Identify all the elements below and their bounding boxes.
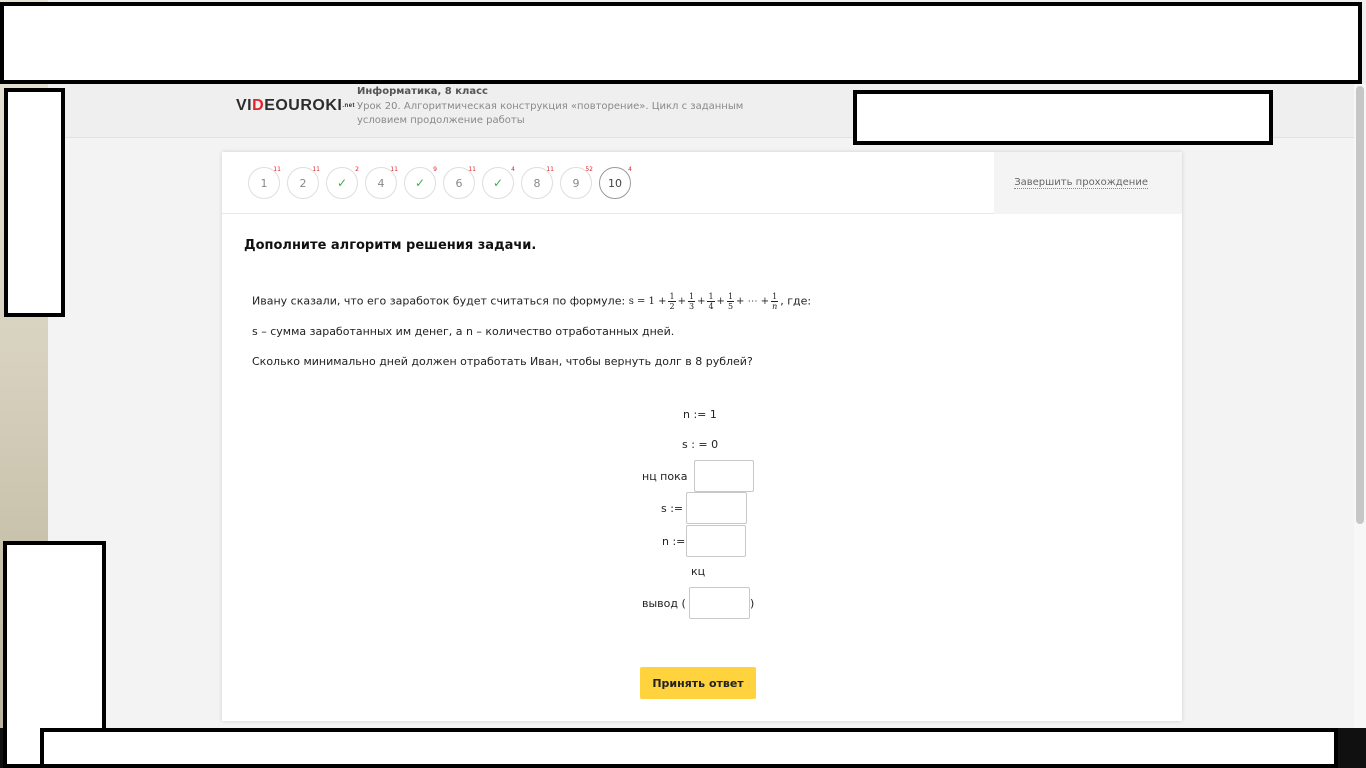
- question-line-1-text: Ивану сказали, что его заработок будет считаться по формуле:: [252, 294, 626, 308]
- formula-lhs: s = 1 +: [628, 296, 667, 307]
- question-badge: 11: [312, 166, 320, 173]
- question-number: 8: [533, 176, 541, 190]
- algo-loop-label: нц пока: [642, 470, 688, 483]
- fraction-denominator: 4: [708, 302, 714, 311]
- fraction-numerator: 1: [708, 292, 714, 301]
- check-icon: ✓: [336, 176, 348, 190]
- question-badge: 2: [355, 166, 359, 173]
- algo-n-assign: n :=: [662, 535, 686, 548]
- s-assign-input[interactable]: [686, 492, 747, 524]
- page-scrollbar-thumb[interactable]: [1356, 86, 1364, 524]
- finish-area: [994, 152, 1182, 214]
- test-card-header: [222, 152, 1182, 214]
- question-nav-item[interactable]: [443, 167, 475, 199]
- redaction-box-top: [0, 2, 1362, 84]
- question-line-1-tail: , где:: [780, 294, 812, 308]
- question-badge: 4: [511, 166, 515, 173]
- question-number: 6: [455, 176, 463, 190]
- course-title: Информатика, 8 класс: [357, 86, 488, 97]
- logo-text-start: VI: [236, 97, 253, 114]
- formula-ellipsis: + ⋯ +: [736, 296, 770, 307]
- site-logo[interactable]: [236, 97, 355, 115]
- question-nav-item[interactable]: [326, 167, 358, 199]
- logo-text-accent: D: [252, 97, 265, 114]
- redaction-box-left: [4, 88, 65, 317]
- logo-suffix: .net: [342, 102, 356, 109]
- fraction-denominator: 3: [688, 302, 695, 311]
- lesson-title: Урок 20. Алгоритмическая конструкция «повторение». Цикл с заданным условием продолжение работы: [357, 101, 744, 126]
- question-number: 4: [377, 176, 385, 190]
- test-card: [222, 152, 1182, 721]
- question-nav-item[interactable]: [560, 167, 592, 199]
- loop-condition-input[interactable]: [694, 460, 754, 492]
- formula-fraction-n: [771, 292, 778, 311]
- question-nav-item[interactable]: [287, 167, 319, 199]
- formula-fraction-5: [727, 292, 734, 311]
- question-line-1: [252, 292, 811, 311]
- fraction-numerator: 1: [669, 292, 675, 301]
- question-badge: 11: [468, 166, 476, 173]
- submit-answer-button[interactable]: Принять ответ: [640, 667, 756, 699]
- check-icon: ✓: [414, 176, 426, 190]
- sum-formula: s = 1 + $\frac{1}{2}$ + $\frac{1}{3}$ + $\frac{1}{4}$ + $\frac{1}{5}$ + ⋯ + $\frac{1}{n}$: [628, 292, 778, 311]
- question-number: 10: [608, 176, 622, 190]
- finish-test-link[interactable]: Завершить прохождение: [1014, 177, 1148, 188]
- formula-fraction-3: [688, 292, 695, 311]
- fraction-denominator: 5: [727, 302, 734, 311]
- redaction-box-header-right: [853, 90, 1273, 145]
- fraction-denominator: 2: [669, 302, 675, 311]
- question-nav-item[interactable]: [521, 167, 553, 199]
- question-badge: 9: [433, 166, 437, 173]
- algo-output-close: ): [750, 597, 755, 610]
- question-badge: 11: [273, 166, 281, 173]
- question-number: 9: [572, 176, 580, 190]
- algo-s-assign: s :=: [661, 502, 684, 515]
- algo-output-open: вывод (: [642, 597, 686, 610]
- question-line-3: Сколько минимально дней должен отработать Иван, чтобы вернуть долг в 8 рублей?: [252, 355, 753, 368]
- question-badge: 11: [546, 166, 554, 173]
- question-number: 2: [299, 176, 307, 190]
- question-number: 1: [260, 176, 268, 190]
- check-icon: ✓: [492, 176, 504, 190]
- question-nav-item[interactable]: [599, 167, 631, 199]
- formula-fraction-2: [668, 292, 675, 311]
- question-title: Дополните алгоритм решения задачи.: [244, 238, 537, 253]
- question-nav-item[interactable]: [404, 167, 436, 199]
- fraction-denominator: n: [772, 302, 778, 311]
- formula-fraction-4: [707, 292, 714, 311]
- algo-init-s: s : = 0: [682, 438, 719, 451]
- fraction-numerator: 1: [727, 292, 734, 301]
- logo-text-end: EOUROKI: [264, 97, 343, 114]
- fraction-numerator: 1: [772, 292, 778, 301]
- fraction-numerator: 1: [688, 292, 695, 301]
- question-badge: 11: [390, 166, 398, 173]
- redaction-box-bottom: [40, 728, 1338, 768]
- algo-init-n: n := 1: [683, 408, 717, 421]
- question-badge: 4: [628, 166, 632, 173]
- output-input[interactable]: [689, 587, 750, 619]
- n-assign-input[interactable]: [686, 525, 746, 557]
- question-nav-item[interactable]: [365, 167, 397, 199]
- question-nav-item[interactable]: [248, 167, 280, 199]
- question-navigation: [248, 167, 638, 199]
- question-nav-item[interactable]: [482, 167, 514, 199]
- question-badge: 52: [585, 166, 593, 173]
- question-line-2: s – сумма заработанных им денег, а n – количество отработанных дней.: [252, 325, 675, 338]
- algo-loop-end: кц: [691, 565, 706, 578]
